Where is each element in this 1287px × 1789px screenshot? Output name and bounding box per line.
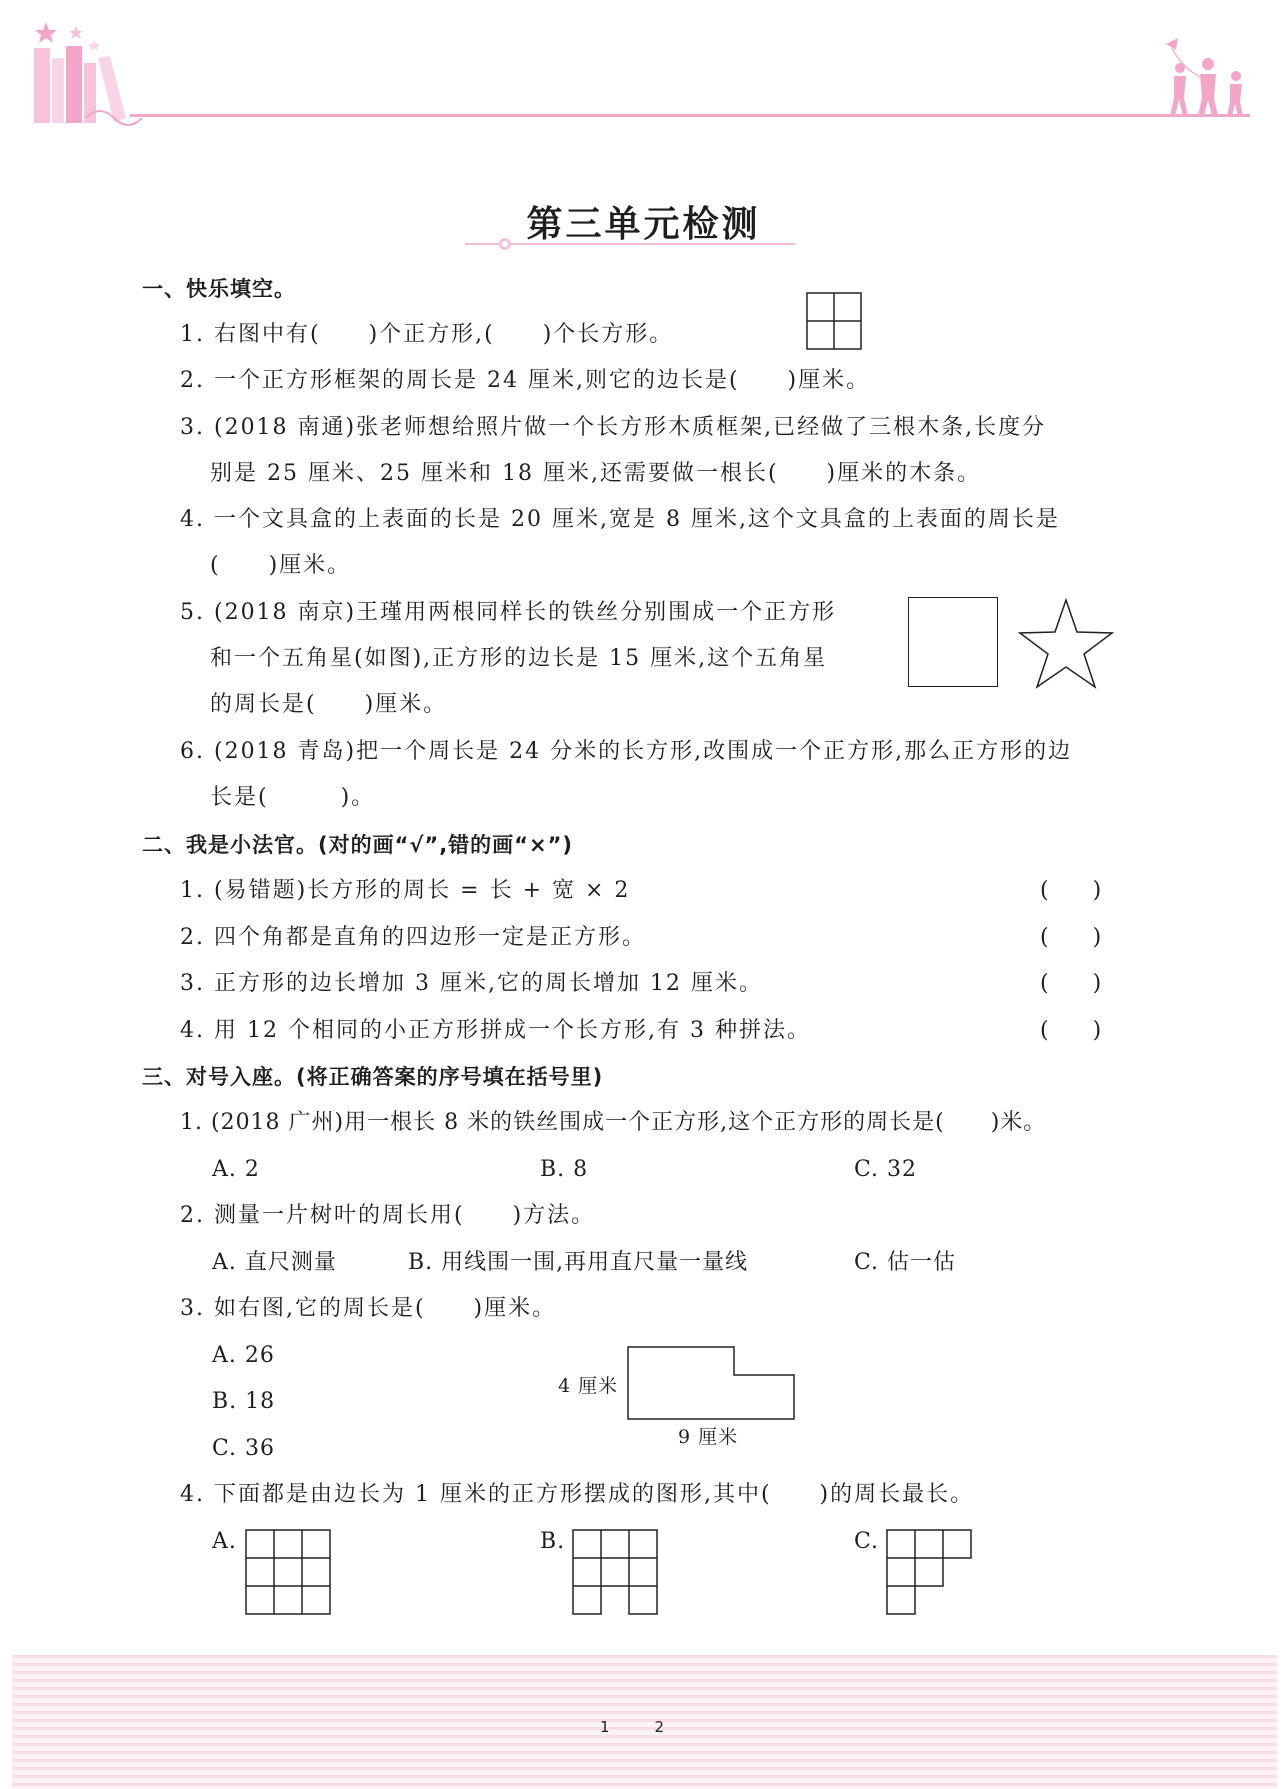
square-figure bbox=[908, 597, 998, 687]
s1-question-2: 2. 一个正方形框架的周长是 24 厘米,则它的边长是( )厘米。 bbox=[180, 368, 871, 393]
s3-question-2: 2. 测量一片树叶的周长用( )方法。 bbox=[180, 1203, 596, 1228]
s1-question-5-line3: 的周长是( )厘米。 bbox=[210, 692, 448, 717]
s3-q1-option-c[interactable]: C. 32 bbox=[854, 1157, 918, 1182]
s3-q4-option-c[interactable]: C. bbox=[854, 1529, 880, 1554]
section-1-heading: 一、快乐填空。 bbox=[142, 277, 296, 301]
s3-q4-option-a[interactable]: A. bbox=[212, 1529, 237, 1554]
q4-figure-c[interactable] bbox=[886, 1529, 972, 1615]
s2-answer-1-paren[interactable]: ( ) bbox=[1040, 878, 1102, 903]
page-title: 第三单元检测 bbox=[526, 203, 761, 245]
s3-q3-option-a[interactable]: A. 26 bbox=[212, 1343, 275, 1368]
page-number: 1 2 bbox=[600, 1718, 665, 1736]
s2-question-4: 4. 用 12 个相同的小正方形拼成一个长方形,有 3 种拼法。 bbox=[180, 1018, 811, 1043]
s1-question-1: 1. 右图中有( )个正方形,( )个长方形。 bbox=[180, 322, 674, 347]
books-stars-icon bbox=[26, 18, 146, 130]
s3-q1-option-b[interactable]: B. 8 bbox=[540, 1157, 589, 1182]
s2-question-2: 2. 四个角都是直角的四边形一定是正方形。 bbox=[180, 925, 646, 950]
s1-question-4-line2: ( )厘米。 bbox=[210, 553, 352, 578]
q4-figure-a[interactable] bbox=[245, 1529, 331, 1615]
children-kite-icon bbox=[1158, 34, 1258, 120]
title-underline bbox=[465, 236, 795, 252]
l-shape-figure bbox=[626, 1345, 798, 1421]
header-rule bbox=[130, 114, 1250, 117]
s1-question-5-line1: 5. (2018 南京)王瑾用两根同样长的铁丝分别围成一个正方形 bbox=[180, 600, 837, 625]
s3-question-4: 4. 下面都是由边长为 1 厘米的正方形摆成的图形,其中( )的周长最长。 bbox=[180, 1482, 975, 1507]
s3-q3-option-c[interactable]: C. 36 bbox=[212, 1436, 276, 1461]
s2-answer-4-paren[interactable]: ( ) bbox=[1040, 1018, 1102, 1043]
s3-q3-width-label: 9 厘米 bbox=[678, 1426, 739, 1448]
s3-q1-option-a[interactable]: A. 2 bbox=[212, 1157, 260, 1182]
s3-q2-option-c[interactable]: C. 估一估 bbox=[854, 1250, 957, 1275]
grid-2x2-figure bbox=[806, 292, 862, 350]
section-2-heading: 二、我是小法官。(对的画“√”,错的画“×”) bbox=[142, 833, 573, 857]
s3-question-3: 3. 如右图,它的周长是( )厘米。 bbox=[180, 1296, 557, 1321]
s2-answer-2-paren[interactable]: ( ) bbox=[1040, 925, 1102, 950]
s3-q3-option-b[interactable]: B. 18 bbox=[212, 1389, 276, 1414]
s3-question-1: 1. (2018 广州)用一根长 8 米的铁丝围成一个正方形,这个正方形的周长是( )米。 bbox=[180, 1110, 1047, 1135]
section-3-heading: 三、对号入座。(将正确答案的序号填在括号里) bbox=[142, 1065, 604, 1089]
s3-q3-height-label: 4 厘米 bbox=[558, 1375, 619, 1397]
s2-answer-3-paren[interactable]: ( ) bbox=[1040, 971, 1102, 996]
s1-question-3-line2: 别是 25 厘米、25 厘米和 18 厘米,还需要做一根长( )厘米的木条。 bbox=[210, 461, 982, 486]
s1-question-3-line1: 3. (2018 南通)张老师想给照片做一个长方形木质框架,已经做了三根木条,长度分 bbox=[180, 415, 1047, 440]
s2-question-3: 3. 正方形的边长增加 3 厘米,它的周长增加 12 厘米。 bbox=[180, 971, 763, 996]
s1-question-6-line2: 长是( )。 bbox=[210, 785, 376, 810]
s3-q2-option-b[interactable]: B. 用线围一围,再用直尺量一量线 bbox=[408, 1250, 749, 1275]
s3-q4-option-b[interactable]: B. bbox=[540, 1529, 566, 1554]
s2-question-1: 1. (易错题)长方形的周长 = 长 + 宽 × 2 bbox=[180, 878, 631, 903]
s3-q2-option-a[interactable]: A. 直尺测量 bbox=[212, 1250, 337, 1275]
star-figure bbox=[1018, 598, 1114, 690]
s1-question-5-line2: 和一个五角星(如图),正方形的边长是 15 厘米,这个五角星 bbox=[210, 646, 828, 671]
s1-question-6-line1: 6. (2018 青岛)把一个周长是 24 分米的长方形,改围成一个正方形,那么正方形的边 bbox=[180, 739, 1073, 764]
q4-figure-b[interactable] bbox=[572, 1529, 658, 1615]
s1-question-4-line1: 4. 一个文具盒的上表面的长是 20 厘米,宽是 8 厘米,这个文具盒的上表面的周长是 bbox=[180, 507, 1060, 532]
